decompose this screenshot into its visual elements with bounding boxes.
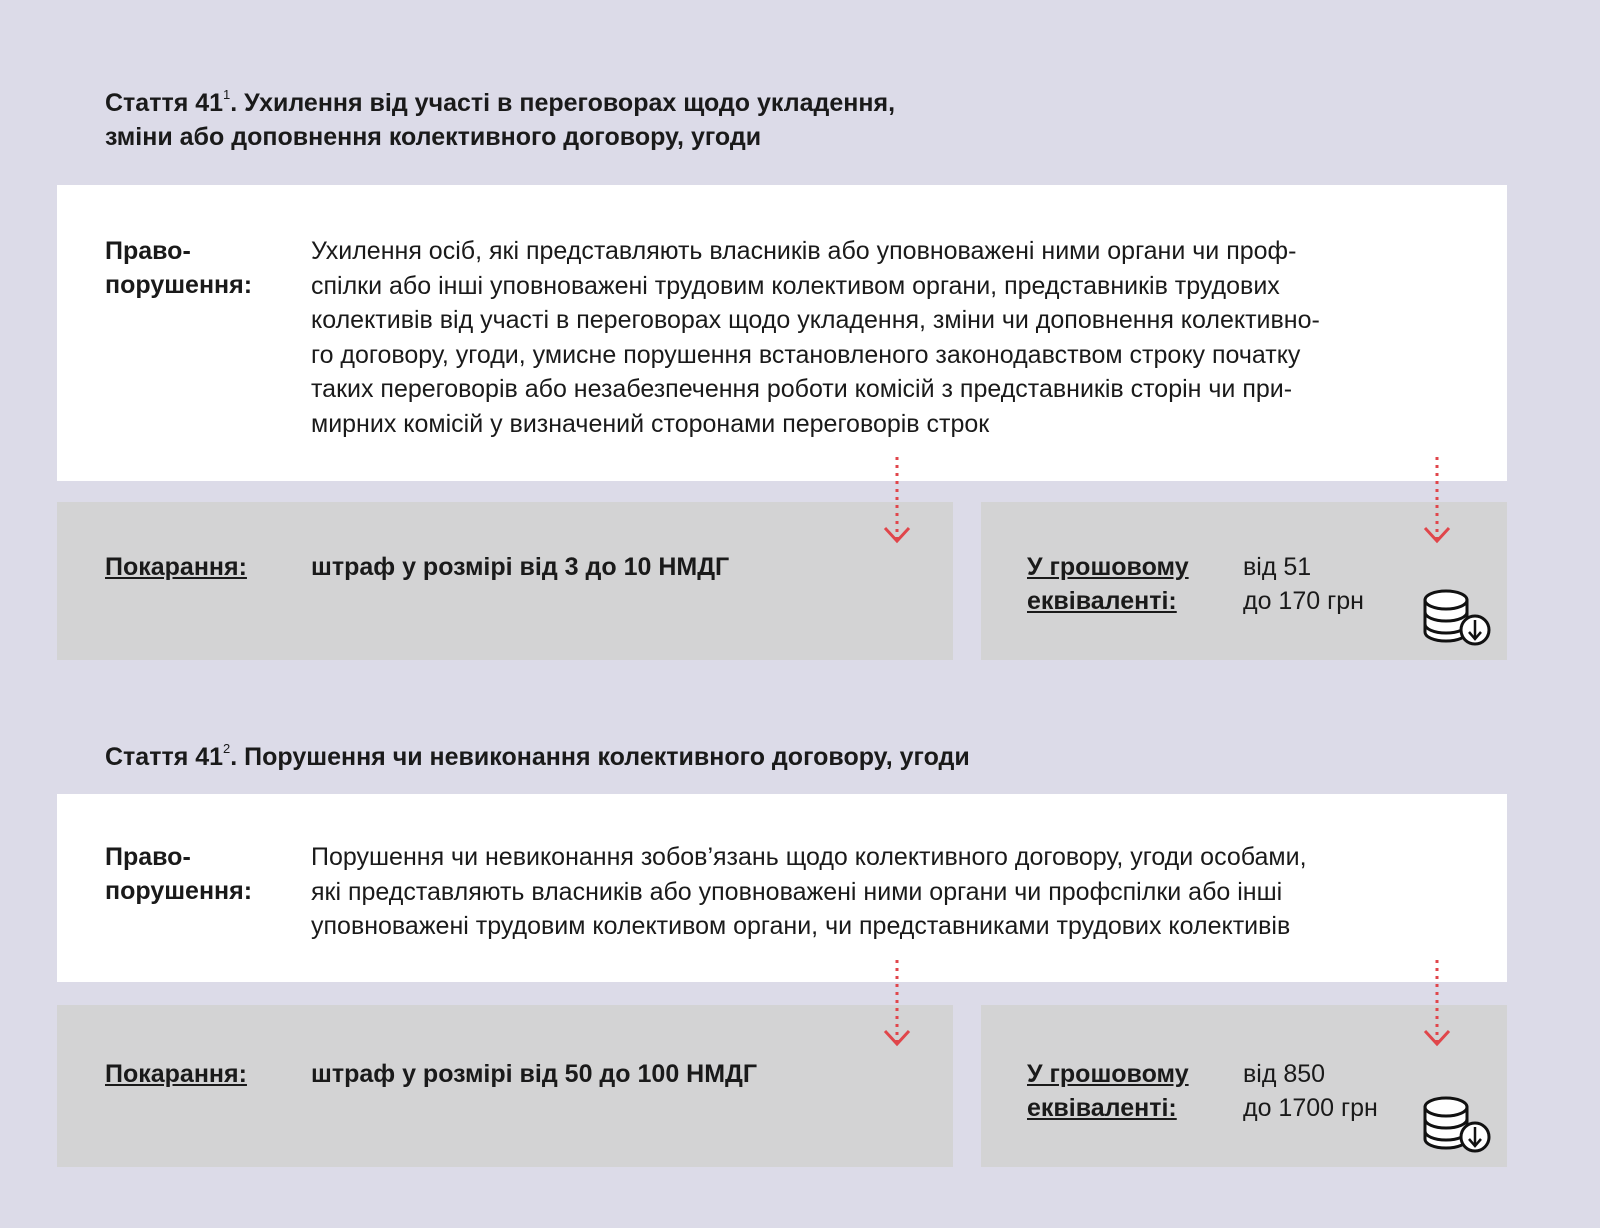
offence-line: Ухилення осіб, які представляють власників або уповноважені ними органи чи проф- <box>311 237 1297 265</box>
offence-line: Порушення чи невиконання зобов’язань щодо колективного договору, угоди особами, <box>311 843 1307 871</box>
offence-line: які представляють власників або уповноважені ними органи чи профспілки або інші <box>311 877 1283 906</box>
money-amount: від 850 до 1700 грн <box>1243 1060 1378 1122</box>
article-title-superscript: 1 <box>223 87 231 102</box>
offence-line: уповноважені трудовим колективом органи, чи представниками трудових колективів <box>311 912 1291 940</box>
article-title-line1: Стаття $41^2$. Порушення чи невиконання колективного договору, угоди <box>105 741 970 771</box>
offence-text <box>311 840 1461 944</box>
dotted-arrow-down-icon <box>1422 455 1452 547</box>
coin-stack-download-icon <box>1421 584 1493 648</box>
offence-box <box>57 185 1507 481</box>
punishment-label: Покарання: <box>105 1060 247 1088</box>
article-title <box>105 740 970 774</box>
punishment-label: Покарання: <box>105 553 247 581</box>
offence-box <box>57 794 1507 982</box>
article-title-superscript: 2 <box>223 741 231 756</box>
article-title-line2: зміни або доповнення колективного договору, угоди <box>105 123 762 151</box>
offence-line: мирних комісій у визначений сторонами переговорів строк <box>311 409 990 438</box>
offence-line: спілки або інші уповноважені трудовим колективом органи, представників трудових <box>311 271 1280 300</box>
offence-line: колективів від участі в переговорах щодо укладення, зміни чи доповнення колективно- <box>311 306 1320 334</box>
offence-line: таких переговорів або незабезпечення роботи комісій з представників сторін чи при- <box>311 375 1293 403</box>
punishment-text: штраф у розмірі від 50 до 100 НМДГ <box>311 1060 758 1088</box>
dotted-arrow-down-icon <box>882 455 912 547</box>
punishment-box <box>57 1005 953 1167</box>
punishment-text: штраф у розмірі від 3 до 10 НМДГ <box>311 553 730 581</box>
offence-line: го договору, угоди, умисне порушення встановленого законодавством строку початку <box>311 340 1301 369</box>
dotted-arrow-down-icon <box>1422 958 1452 1050</box>
offence-text <box>311 234 1461 441</box>
coin-stack-download-icon <box>1421 1091 1493 1155</box>
article-title <box>105 86 895 154</box>
money-equivalent-label: У грошовому еквіваленті: <box>1027 1060 1189 1122</box>
punishment-box <box>57 502 953 660</box>
offence-label: Право- порушення: <box>105 843 253 905</box>
money-amount: від 51 до 170 грн <box>1243 553 1364 615</box>
offence-label: Право- порушення: <box>105 237 253 299</box>
dotted-arrow-down-icon <box>882 958 912 1050</box>
article-title-line1: Стаття $41^1$. Ухилення від участі в переговорах щодо укладення, <box>105 87 896 117</box>
money-equivalent-label: У грошовому еквіваленті: <box>1027 553 1189 615</box>
